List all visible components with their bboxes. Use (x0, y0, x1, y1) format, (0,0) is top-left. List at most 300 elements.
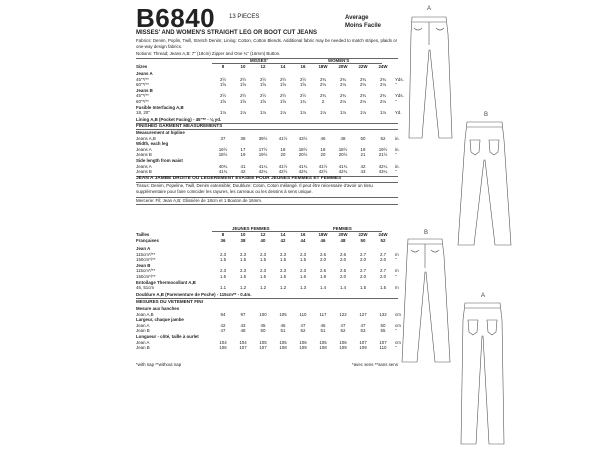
row-label: 46, 51cm (136, 285, 155, 291)
table-cell: 1⅛ (339, 110, 347, 116)
row-label: 60"*/** (136, 82, 149, 88)
table-cell: 41¾ (338, 163, 348, 169)
row-label: Jean B (136, 345, 150, 351)
size-row-label: Sizes (136, 64, 148, 69)
table-cell: 20 (320, 152, 326, 158)
size-cell: 52 (380, 237, 386, 243)
table-cell: 2.5 (339, 268, 347, 274)
table-cell: 117 (319, 311, 327, 317)
table-cell: 46 (320, 322, 326, 328)
misses-label: MISSES' (250, 58, 268, 63)
jeans-a-back-drawing (461, 303, 504, 444)
unit-cell: " (395, 273, 397, 279)
table-cell: 132 (379, 311, 387, 317)
table-cell: 122 (339, 311, 347, 317)
finished-table (136, 130, 415, 175)
table-cell: 17 (240, 146, 246, 152)
size-row-label: Françaises (136, 237, 159, 243)
table-cell: 1.3 (299, 285, 307, 291)
table-cell: 1⅛ (299, 110, 307, 116)
table-cell: 52 (380, 135, 386, 141)
unit-cell: " (395, 82, 397, 88)
table-cell: 47 (340, 322, 346, 328)
pattern-number: B6840 (136, 3, 216, 33)
table-cell: 1.5 (239, 273, 247, 279)
table-cell: 1.2 (239, 285, 247, 291)
unit-cell: Yds. (395, 93, 404, 99)
table-cell: 2⅛ (339, 98, 347, 104)
row-label: Jean A (136, 339, 150, 345)
size-cell: 22W (358, 64, 368, 69)
table-cell: 48 (340, 135, 346, 141)
unit-cell: m (395, 285, 399, 291)
lining-text: Lining A,B (Pocket Facing) - 45"** - ⅛ yd. (136, 117, 222, 122)
row-label: Jean A (136, 246, 151, 251)
jeans-b-back-drawing (458, 122, 511, 245)
table-cell: 1.2 (279, 285, 287, 291)
table-cell: 1.5 (259, 257, 267, 263)
table-cell: 1⅝ (279, 98, 287, 104)
table-cell: 1.5 (219, 273, 227, 279)
table-cell: 2¾ (379, 93, 387, 99)
table-cell: 48 (240, 328, 246, 334)
row-label: Jean B (136, 328, 150, 334)
table-cell: 1⅛ (379, 110, 387, 116)
table-cell: 107 (379, 339, 387, 345)
unit-cell: " (395, 98, 397, 104)
table-cell: 40¾ (218, 163, 228, 169)
table-cell: 1.4 (319, 285, 327, 291)
table-cell: 1.5 (279, 257, 287, 263)
pattern-title: MISSES' AND WOMEN'S STRAIGHT LEG OR BOOT CUT JEANS (136, 30, 317, 36)
unit-cell: cm (395, 322, 401, 328)
table-row (136, 110, 415, 116)
doublure-text: Doublure A,B (Parementure de Poche) - 115cm** - 0.4m. (136, 292, 252, 297)
table-cell: 43 (360, 169, 366, 175)
table-cell: 2⅛ (339, 82, 347, 88)
table-cell: 2.0 (339, 257, 347, 263)
table-cell: 2.3 (279, 268, 287, 274)
size-cell: 14 (280, 232, 286, 237)
sizes-header-row (136, 64, 415, 70)
table-cell: 2⅛ (359, 98, 367, 104)
unit-cell: m (395, 268, 399, 274)
table-cell: 2.6 (319, 251, 327, 257)
table-cell: 41½ (318, 163, 328, 169)
table-cell: 105 (319, 339, 327, 345)
table-cell: 16½ (218, 146, 228, 152)
table-cell: 1⅝ (239, 98, 247, 104)
table-cell: 1⅝ (279, 82, 287, 88)
table-cell: 38 (240, 135, 246, 141)
unit-cell: Yd. (395, 110, 402, 116)
drawing-label-a: A (427, 6, 432, 12)
table-cell: 106 (299, 339, 307, 345)
table-cell: 2.3 (279, 251, 287, 257)
size-cell: 36 (220, 237, 226, 243)
table-cell: 2.6 (339, 251, 347, 257)
drawing-label-a2: A (481, 293, 486, 299)
unit-cell: " (395, 169, 397, 175)
table-cell: 1⅝ (259, 98, 267, 104)
table-cell: 42 (240, 169, 246, 175)
row-label: 115cm*/** (136, 251, 156, 257)
table-cell: 51 (320, 328, 326, 334)
tissus-text: Tissus: Denim, Popeline, Twill, Denim extensible; Doublure: Coton, Coton mélangé. Il peut être nécessaire d'avoir un tissu supplémentaire pour faire coïncider les rayures, les carreaux ou les dessins à sens unique. (136, 183, 373, 194)
size-cell: 38 (240, 237, 246, 243)
table-row (136, 285, 415, 291)
table-cell: 55 (380, 328, 386, 334)
table-cell: 2⅛ (359, 82, 367, 88)
table-cell: 97 (240, 311, 246, 317)
table-cell: 2.0 (319, 257, 327, 263)
row-label: Jeans A (136, 71, 153, 76)
size-cell: 20W (338, 64, 348, 69)
table-cell: 1⅝ (219, 98, 227, 104)
table-cell: 107 (259, 345, 267, 351)
row-label: Jeans B (136, 87, 153, 93)
jeunes-label: JEUNES FEMMES (232, 226, 270, 231)
unit-cell: Yds. (395, 76, 404, 82)
table-cell: 1.5 (359, 285, 367, 291)
table-cell: 2¾ (359, 93, 367, 99)
table-cell: 21 (360, 152, 366, 158)
row-label: 45"*/** (136, 76, 149, 82)
table-cell: 1⅝ (299, 82, 307, 88)
table-cell: 41½ (278, 135, 288, 141)
table-cell: 2.3 (259, 251, 267, 257)
size-cell: 24W (378, 232, 388, 237)
table-cell: 109 (359, 345, 367, 351)
size-cell: 20W (338, 232, 348, 237)
table-cell: 18½ (218, 152, 228, 158)
table-row (136, 169, 415, 175)
table-cell: 2.3 (299, 268, 307, 274)
table-cell: 43½ (298, 135, 308, 141)
table-cell: 106 (219, 345, 227, 351)
table-cell: 41¾ (218, 169, 228, 175)
table-cell: 47 (220, 328, 226, 334)
table-cell: 104 (239, 339, 247, 345)
table-cell: 2½ (299, 76, 307, 82)
finished-title: FINISHED GARMENT MEASUREMENTS (136, 123, 223, 128)
size-cell: 48 (340, 237, 346, 243)
table-cell: 18½ (338, 146, 348, 152)
table-cell: 42¼ (258, 169, 268, 175)
row-label: Jean A,B (136, 311, 154, 317)
womens-label: WOMEN'S (328, 58, 350, 63)
unit-cell: cm (395, 339, 401, 345)
table-cell: 108 (279, 345, 287, 351)
unit-cell: " (395, 257, 397, 263)
table-cell: 41¾ (298, 163, 308, 169)
table-cell: 104 (219, 339, 227, 345)
row-label: 60"*/** (136, 98, 149, 104)
size-cell: 18W (318, 64, 328, 69)
table-cell: 105 (279, 311, 287, 317)
row-label: Jeans A (136, 163, 152, 169)
table-cell: 2 (321, 98, 325, 104)
table-cell: 1⅛ (239, 110, 247, 116)
table-cell: 2⅛ (319, 82, 327, 88)
table-cell: 2.3 (259, 268, 267, 274)
table-cell: 109 (299, 345, 307, 351)
size-cell: 16 (300, 64, 306, 69)
table-cell: 39½ (258, 135, 268, 141)
table-cell: 2¾ (319, 76, 327, 82)
table-cell: 105 (259, 339, 267, 345)
table-cell: 46 (280, 322, 286, 328)
table-cell: 1⅛ (319, 110, 327, 116)
table-cell: 2.7 (359, 251, 367, 257)
table-cell: 19½ (378, 146, 388, 152)
divider (136, 204, 398, 205)
table-cell: 37 (220, 135, 226, 141)
table-cell: 20½ (298, 152, 308, 158)
row-label: 18, 20" (136, 110, 150, 116)
footnote-en: *with nap **without nap (136, 362, 182, 367)
table-cell: 1⅛ (259, 110, 267, 116)
size-cell: 16 (300, 232, 306, 237)
row-label: Fusible Interfacing A,B (136, 104, 184, 110)
table-cell: 42¾ (298, 169, 308, 175)
size-cell: 50 (360, 237, 366, 243)
row-label: Jean B (136, 262, 151, 268)
drawing-label-b2: B (424, 230, 429, 236)
table-cell: 2½ (219, 93, 227, 99)
table-cell: 1⅛ (359, 110, 367, 116)
size-cell: 22W (358, 232, 368, 237)
table-cell: 2¾ (319, 93, 327, 99)
size-cell: 18W (318, 232, 328, 237)
table-cell: 2.3 (219, 268, 227, 274)
table-cell: 2¾ (359, 76, 367, 82)
difficulty-en: Average (345, 15, 369, 21)
table-cell: 2.0 (359, 257, 367, 263)
row-label: Jeans B (136, 169, 152, 175)
size-cell: 42 (280, 237, 286, 243)
footnote-fr: *avec sens **sans sens (352, 362, 398, 367)
table-cell: 50 (380, 322, 386, 328)
table-cell: 2¾ (339, 76, 347, 82)
table-cell: 1⅝ (239, 82, 247, 88)
table-cell: 1⅝ (259, 82, 267, 88)
table-cell: 41 (240, 163, 246, 169)
table-cell: 2½ (239, 93, 247, 99)
table-cell: 2½ (259, 93, 267, 99)
table-cell: 2½ (219, 76, 227, 82)
table-cell: 18½ (298, 146, 308, 152)
table-cell: 1.4 (339, 285, 347, 291)
table-cell: 20½ (338, 152, 348, 158)
table-cell: 2¾ (379, 76, 387, 82)
table-cell: 41½ (278, 163, 288, 169)
table-cell: 2.0 (379, 273, 387, 279)
row-label: 150cm*/** (136, 257, 156, 263)
row-label: Longueur - côté, taille à ourlet (136, 333, 199, 339)
table-cell: 1⅛ (219, 110, 227, 116)
femmes-label: FEMMES (333, 226, 352, 231)
unit-cell: in. (395, 146, 400, 152)
table-cell: 2½ (279, 93, 287, 99)
table-cell: 109 (339, 345, 347, 351)
table-cell: 2½ (279, 76, 287, 82)
table-cell: 2.7 (359, 268, 367, 274)
table-cell: 2.7 (379, 268, 387, 274)
table-cell: 2½ (299, 93, 307, 99)
unit-cell: cm (395, 311, 401, 317)
row-label: Jean A (136, 322, 150, 328)
row-label: 45"*/** (136, 93, 149, 99)
table-cell: 18 (320, 146, 326, 152)
unit-cell: " (395, 152, 397, 158)
table-cell: 1.5 (379, 285, 387, 291)
table-cell: 41¼ (258, 163, 268, 169)
table-cell: 2⅛ (379, 98, 387, 104)
table-cell: 107 (239, 345, 247, 351)
tailles-header (136, 232, 415, 243)
row-label: Mesure aux hanches (136, 306, 180, 311)
unit-cell: " (395, 328, 397, 334)
unit-cell: m (395, 251, 399, 257)
row-label: Jeans B (136, 152, 152, 158)
table-cell: 2½ (239, 76, 247, 82)
jeans-b-front-drawing (402, 239, 450, 362)
table-cell: 106 (339, 339, 347, 345)
table-cell: 94 (220, 311, 226, 317)
table-cell: 1⅝ (219, 82, 227, 88)
table-cell: 52 (300, 328, 306, 334)
table-cell: 110 (299, 311, 307, 317)
size-cell: 8 (221, 232, 225, 237)
table-cell: 2.3 (219, 251, 227, 257)
table-cell: 42 (220, 322, 226, 328)
pieces-count: 13 PIECES (229, 14, 260, 20)
table-cell: 1.5 (259, 273, 267, 279)
table-cell: 19 (360, 146, 366, 152)
table-cell: 45 (260, 322, 266, 328)
size-row-label: Tailles (136, 232, 150, 237)
table-cell: 19 (240, 152, 246, 158)
mesures-table (136, 306, 415, 351)
table-cell: 2.0 (379, 257, 387, 263)
row-label: Width, each leg (136, 141, 169, 147)
table-cell: 1.9 (319, 273, 327, 279)
notions-text: Notions: Thread; Jeans A,B: 7" (18cm) Zipper and One ¾" (16mm) Button. (136, 51, 281, 56)
row-label: Jeans A,B (136, 135, 156, 141)
difficulty-fr: Moins Facile (345, 23, 382, 29)
table-cell: 105 (279, 339, 287, 345)
jeans-a-front-drawing (409, 17, 452, 138)
size-cell: 12 (260, 64, 266, 69)
table-cell: 2½ (259, 76, 267, 82)
table-row (136, 345, 415, 351)
size-cell: 10 (240, 232, 246, 237)
table-cell: 46 (320, 135, 326, 141)
table-cell: 1.6 (299, 273, 307, 279)
table-cell: 50 (360, 135, 366, 141)
table-cell: 18 (280, 146, 286, 152)
table-cell: 1.2 (259, 285, 267, 291)
unit-cell: in. (395, 135, 400, 141)
unit-cell: in. (395, 163, 400, 169)
metrage-table (136, 246, 415, 291)
table-cell: 42 (360, 163, 366, 169)
table-cell: 2.7 (379, 251, 387, 257)
table-cell: 2¾ (339, 93, 347, 99)
table-cell: 127 (359, 311, 367, 317)
size-cell: 12 (260, 232, 266, 237)
size-cell: 40 (260, 237, 266, 243)
table-cell: 51 (280, 328, 286, 334)
table-cell: 107 (359, 339, 367, 345)
table-cell: 42½ (318, 169, 328, 175)
unit-cell: " (395, 345, 397, 351)
table-cell: 17½ (258, 146, 268, 152)
table-cell: 108 (319, 345, 327, 351)
fabrics-text: Fabrics: Denim, Poplin, Twill, Stretch Denim; Lining: Cotton, Cotton Blends. Additional fabric may be needed to match stripes, plaids or one-way design fabrics. (136, 38, 398, 49)
table-cell: 52 (340, 328, 346, 334)
table-cell: 43¼ (378, 169, 388, 175)
table-cell: 53 (360, 328, 366, 334)
row-label: Entoilage Thermocollant A,B (136, 279, 196, 285)
table-cell: 2.0 (339, 273, 347, 279)
table-cell: 2.5 (319, 268, 327, 274)
table-cell: 2.0 (359, 273, 367, 279)
table-cell: 1.5 (239, 257, 247, 263)
table-cell: 50 (260, 328, 266, 334)
table-cell: 100 (259, 311, 267, 317)
table-cell: 1⅛ (279, 110, 287, 116)
table-cell: 1.5 (219, 257, 227, 263)
size-cell: 24W (378, 64, 388, 69)
row-label: Side length from waist (136, 157, 183, 163)
table-cell: 110 (379, 345, 387, 351)
size-row (136, 64, 415, 70)
table-cell: 42¾ (338, 169, 348, 175)
table-cell: 2⅛ (379, 82, 387, 88)
table-cell: 1.1 (219, 285, 227, 291)
size-row (136, 238, 415, 244)
size-cell: 8 (221, 64, 225, 69)
table-cell: 19½ (258, 152, 268, 158)
row-label: 150cm*/** (136, 273, 156, 279)
table-cell: 20 (280, 152, 286, 158)
drawing-label-b: B (484, 112, 489, 118)
difficulty-label (345, 14, 381, 30)
row-label: Jeans A (136, 146, 152, 152)
size-cell: 10 (240, 64, 246, 69)
size-cell: 46 (320, 237, 326, 243)
table-cell: 1.5 (299, 257, 307, 263)
table-cell: 47 (360, 322, 366, 328)
table-cell: 47 (300, 322, 306, 328)
table-cell: 43 (240, 322, 246, 328)
garment-illustrations (400, 0, 610, 450)
row-label: 115cm*/** (136, 268, 156, 274)
size-cell: 44 (300, 237, 306, 243)
size-cell: 14 (280, 64, 286, 69)
table-cell: 1¾ (299, 98, 307, 104)
table-cell: 42½ (278, 169, 288, 175)
table-cell: 2.3 (299, 251, 307, 257)
table-cell: 21½ (378, 152, 388, 158)
mesures-title: MESURES DU VETEMENT FINI (136, 299, 203, 304)
french-title: JEAN A JAMBE DROITE OU LEGEREMENT EVASEE POUR JEUNES FEMMES ET FEMMES (136, 176, 342, 181)
table-cell: 2.3 (239, 268, 247, 274)
row-label: Largeur, chaque jambe (136, 317, 184, 323)
table-cell: 42¼ (378, 163, 388, 169)
